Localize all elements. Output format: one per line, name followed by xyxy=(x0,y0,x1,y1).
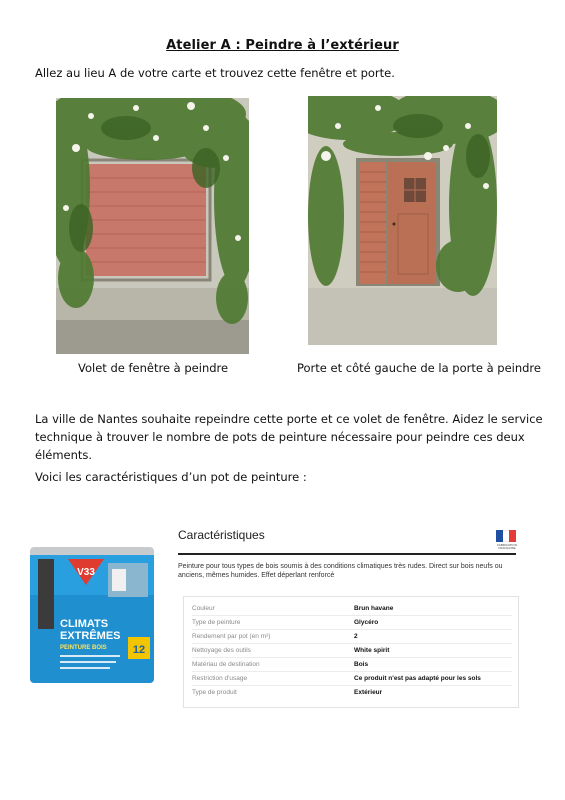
spec-key: Matériau de destination xyxy=(192,661,260,668)
years-badge: 12 xyxy=(132,644,146,656)
french-flag-icon xyxy=(496,530,516,542)
spec-value: Glycéro xyxy=(354,619,379,626)
page-title: Atelier A : Peindre à l’extérieur xyxy=(166,38,399,53)
table-row xyxy=(192,645,512,657)
spec-value: White spirit xyxy=(354,647,390,654)
table-row xyxy=(192,631,512,643)
spec-key: Type de peinture xyxy=(192,619,241,626)
spec-key: Restriction d'usage xyxy=(192,675,248,682)
spec-key: Nettoyage des outils xyxy=(192,647,251,654)
brand-logo: V33 xyxy=(77,567,95,578)
product-name-1: CLIMATS xyxy=(60,618,109,630)
door-left-panel xyxy=(360,162,386,284)
intro-text: Allez au lieu A de votre carte et trouvez cette fenêtre et porte. xyxy=(35,66,395,80)
specs-divider xyxy=(178,553,516,555)
problem-paragraph: La ville de Nantes souhaite repeindre cette porte et ce volet de fenêtre. Aidez le service technique à trouver le nombre de pots de peinture nécessaire pour peindre ces deux éléments. xyxy=(35,412,543,462)
table-row xyxy=(192,617,512,629)
shutter-photo xyxy=(56,98,249,354)
table-row xyxy=(192,673,512,685)
spec-key: Type de produit xyxy=(192,689,237,696)
spec-value: 2 xyxy=(354,633,358,640)
table-row xyxy=(192,659,512,671)
product-name-2: EXTRÊMES xyxy=(60,630,121,642)
door-caption: Porte et côté gauche de la porte à peindre xyxy=(297,361,541,375)
spec-key: Couleur xyxy=(192,605,215,612)
door-photo xyxy=(308,96,497,345)
paint-intro: Voici les caractéristiques d’un pot de peinture : xyxy=(35,470,307,484)
flag-label: FABRICATION FRANÇAISE xyxy=(497,543,517,550)
table-row xyxy=(192,603,512,615)
spec-value: Ce produit n'est pas adapté pour les sols xyxy=(354,675,481,682)
spec-value: Extérieur xyxy=(354,689,383,696)
shutter-caption: Volet de fenêtre à peindre xyxy=(78,361,229,375)
specs-table xyxy=(183,596,519,708)
spec-value: Brun havane xyxy=(354,605,394,612)
spec-key: Rendement par pot (en m²) xyxy=(192,633,271,640)
specs-title: Caractéristiques xyxy=(178,528,265,542)
paint-can-image xyxy=(28,545,156,687)
spec-value: Bois xyxy=(354,661,369,668)
specs-description: Peinture pour tous types de bois soumis à des conditions climatiques très rudes. Direct sur bois neufs ou anciens, mêmes humides. Effet déperlant renforcé xyxy=(178,563,503,579)
table-row xyxy=(192,687,512,699)
product-subtitle: PEINTURE BOIS xyxy=(60,645,107,651)
